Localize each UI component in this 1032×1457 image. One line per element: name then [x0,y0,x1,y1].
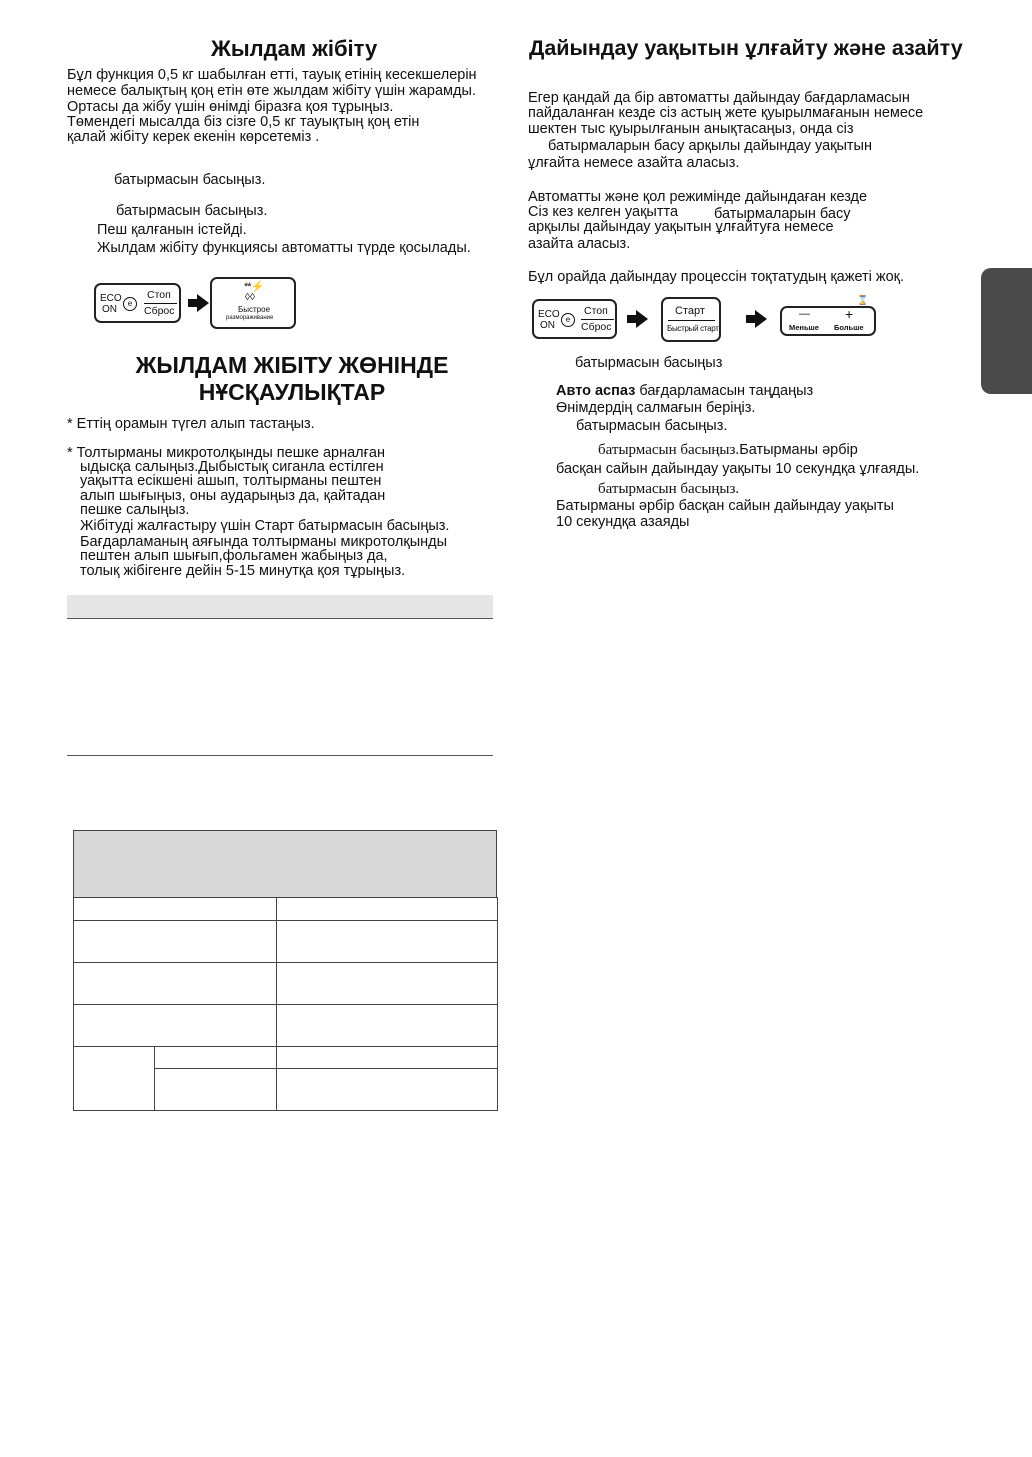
start-label: Старт [675,305,705,317]
plus-icon: + [845,306,854,322]
start-key[interactable] [661,297,721,342]
eco-icon: e [561,313,575,327]
grid-table-header [73,830,497,898]
arrow-head-icon [197,294,209,312]
intro-line-2: немесе балықтың қоң етін өте жылдам жібіту үшін жарамды. [67,83,476,99]
para3: Бұл орайда дайындау процессін тоқтатудың қажеті жоқ. [528,269,905,285]
step-e-rest: Батырманы әрбір [739,442,858,458]
eco-stop-reset-key-left[interactable] [94,283,181,323]
page-title-right: Дайындау уақытын ұлғайту және азайту [529,36,963,60]
para2-line-4: азайта аласыз. [528,236,631,252]
divider [668,320,715,321]
table-bottom-rule [67,755,493,756]
step-a: батырмасын басыңыз [575,355,723,371]
section-tab [981,268,1032,394]
on-label: ON [540,320,555,331]
eco-label: ECO [538,309,560,320]
auto-cook-label: Авто аспаз [556,383,636,399]
quick-defrost-key[interactable] [210,277,296,329]
note-2-line-4: алып шығыңыз, оны аударыңыз да, қайтадан [80,488,386,504]
para2-line-3: арқылы дайындау уақытын ұлғайтуға немесе [528,219,834,235]
guide-title [67,352,517,406]
defrost-icon: **⚡ [244,281,264,293]
para1-line-4: батырмаларын басу арқылы дайындау уақытын [548,138,872,154]
guide-title-line-1: ЖЫЛДАМ ЖІБІТУ ЖӨНІНДЕ [135,352,449,378]
intro-line-5: қалай жібіту керек екенін көрсетеміз . [67,129,320,145]
intro-line-1: Бұл функция 0,5 кг шабылған етті, тауық етінің кесекшелерін [67,67,477,83]
eco-label: ECO [100,293,122,304]
step-c: Өнімдердің салмағын беріңіз. [556,400,756,416]
step-d: батырмасын басыңыз. [576,418,728,434]
para2-line-2a: Сіз кез келген уақытта [528,204,679,220]
para1-line-5: ұлғайта немесе азайта аласыз. [528,155,740,171]
note-2-line-3: уақытта есікшені ашып, толтырманы пештен [80,473,382,489]
less-label: Меньше [789,323,819,332]
note-1: * Еттің орамын түгел алып тастаңыз. [67,416,315,432]
para1-line-1: Егер қандай да бір автоматты дайындау бағдарламасын [528,90,910,106]
step-e-serif: батырмасын басыңыз. [598,442,740,458]
step-g: батырмасын басыңыз. [598,481,740,497]
para1-line-3: шектен тыс қуырылғанын анықтасаңыз, онда сіз [528,121,854,137]
step-b [556,383,813,399]
reset-label: Сброс [581,321,612,333]
arrow-head-icon [636,310,648,328]
minus-icon: — [799,308,810,320]
step-e [598,442,858,458]
arrow-head-icon [755,310,767,328]
weight-icon: ⌛ [857,295,869,305]
intro-line-3: Ортасы да жібу үшін өнімді біразға қоя тұрыңыз. [67,99,394,115]
quick-start-label: Быстрый старт [667,324,719,333]
divider [581,319,614,320]
step-f: басқан сайын дайындау уақыты 10 секундқа ұлғаяды. [556,461,920,477]
intro-line-4: Төмендегі мысалда біз сізге 0,5 кг тауықтың қоң етін [67,114,420,130]
step-2: батырмасын басыңыз. [116,203,268,219]
drops-icon: ◊◊ [245,292,255,303]
grid-table [73,897,498,1111]
eco-icon: e [123,297,137,311]
note-2-line-9: толық жібігенге дейін 5-15 минутқа қоя тұрыңыз. [80,563,406,579]
eco-stop-reset-key-right[interactable] [532,299,617,339]
step-b-rest: бағдарламасын таңдаңыз [639,383,814,399]
step-h: Батырманы әрбір басқан сайын дайындау уақыты [556,498,894,514]
note-2-line-5: пешке салыңыз. [80,502,190,518]
note-2-line-2: ыдысқа салыңыз.Дыбыстық сиганла естілген [80,459,384,475]
defrost-label-1: Быстрое [238,305,271,314]
note-2-line-1: * Толтырманы микротолқынды пешке арналған [67,445,385,461]
para1-line-2: пайдаланған кезде сіз астың жете қуырылмағанын немесе [528,105,924,121]
defrost-label-2: размораживание [226,315,274,321]
page-title-left: Жылдам жібіту [211,36,378,61]
para2-line-2b: батырмаларын басу [714,206,851,222]
divider [144,303,177,304]
stop-label: Стоп [584,305,608,317]
reset-label: Сброс [144,305,175,317]
stop-label: Стоп [147,289,171,301]
on-label: ON [102,304,117,315]
step-4: Жылдам жібіту функциясы автоматты түрде қосылады. [97,240,471,256]
note-2-line-6: Жібітуді жалғастыру үшін Старт батырмасын басыңыз. [80,518,450,534]
guide-title-line-2: НҰСҚАУЛЫҚТАР [198,379,386,405]
note-2-line-8: пештен алып шығып,фольгамен жабыңыз да, [80,548,388,564]
more-label: Больше [834,323,864,332]
note-2-line-7: Бағдарламаның аяғында толтырманы микротолқынды [80,534,448,550]
step-1: батырмасын басыңыз. [114,172,266,188]
table-header-band [67,595,493,619]
step-i: 10 секундқа азаяды [556,514,690,530]
less-more-key[interactable] [780,306,876,336]
para2-line-1: Автоматты және қол режимінде дайындаған кезде [528,189,868,205]
step-3: Пеш қалғанын істейді. [97,222,247,238]
